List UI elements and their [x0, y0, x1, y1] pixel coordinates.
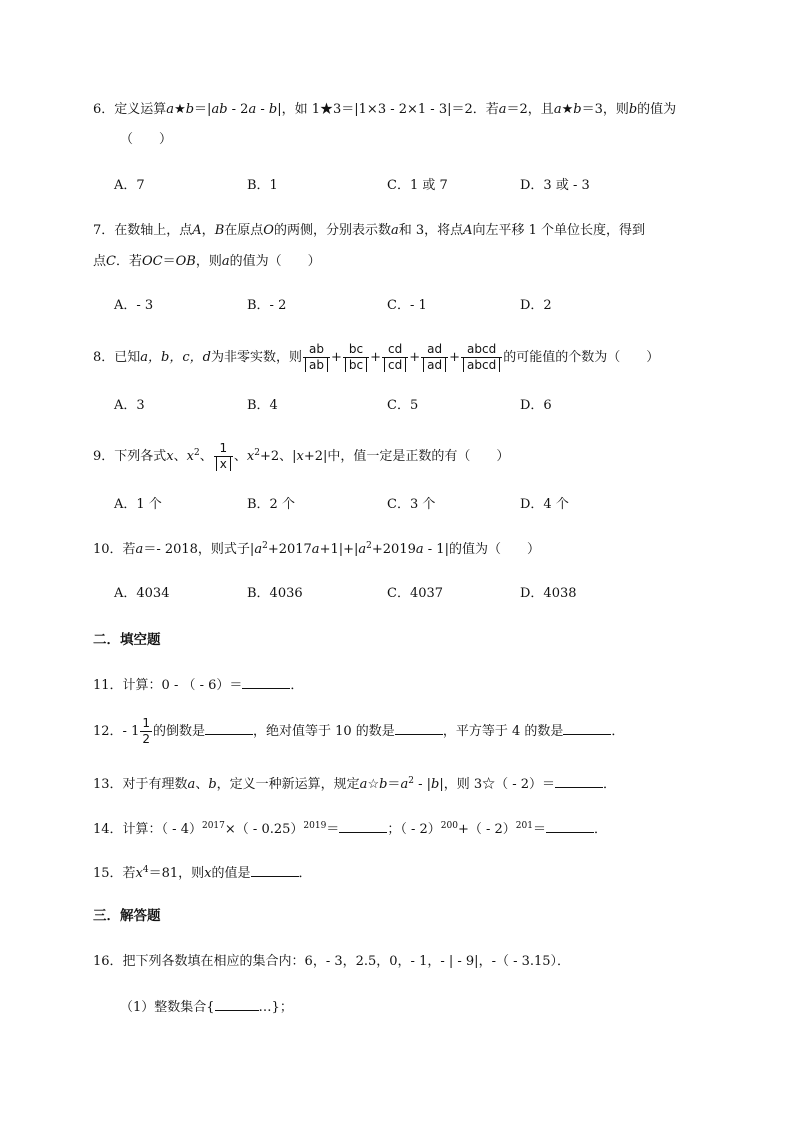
- q13-text: 、: [195, 777, 209, 792]
- q6-text: |，如 1★3＝|1×3 - 2×1 - 3|＝2．若: [277, 102, 499, 117]
- q13-var-b: b: [379, 777, 388, 792]
- q13-text: - |: [413, 777, 431, 792]
- q12-text: 12．- 1: [93, 724, 140, 739]
- q6-var-b: b: [573, 102, 582, 117]
- exponent: 2: [366, 541, 372, 551]
- q7-text: 的两侧，分别表示数: [273, 223, 391, 238]
- q7-segment-ob: OB: [175, 254, 196, 269]
- fraction-denominator: [343, 358, 369, 373]
- answer-blank[interactable]: [205, 720, 253, 735]
- q8-fraction-bc: [343, 342, 369, 373]
- q13-var-a: a: [400, 777, 409, 792]
- abs-value: cd: [384, 358, 406, 372]
- plus-sign: +: [370, 350, 381, 365]
- q7-var-a: a: [221, 254, 230, 269]
- answer-blank[interactable]: [563, 720, 611, 735]
- exponent: 2: [193, 448, 200, 458]
- question-12: [93, 715, 624, 749]
- q10-text: +2017: [267, 542, 312, 557]
- q7-text: 的值为（ ）: [229, 254, 321, 269]
- q16-text: （1）整数集合{: [120, 1000, 215, 1015]
- q6-option-d[interactable]: D．3 或 - 3: [520, 178, 590, 193]
- q9-text: +2|中，值一定是正数的有（ ）: [303, 449, 510, 464]
- q7-option-c[interactable]: C．- 1: [387, 298, 427, 313]
- exponent: 2019: [303, 821, 327, 831]
- q15-text: ＝81，则: [148, 866, 205, 881]
- q7-text: ，: [201, 223, 215, 238]
- q7-text: ＝: [162, 254, 176, 269]
- q12-text: ，绝对值等于 10 的数是: [253, 724, 395, 739]
- q7-text: 7．在数轴上，点: [93, 223, 193, 238]
- question-11: [93, 674, 303, 696]
- q6-option-b[interactable]: B．1: [247, 178, 278, 193]
- q10-option-c[interactable]: C．4037: [387, 586, 444, 601]
- q9-text: 、: [173, 449, 187, 464]
- q8-fraction-cd: [382, 342, 408, 373]
- q7-point-c: C: [106, 254, 116, 269]
- exponent: 2017: [201, 821, 225, 831]
- answer-blank[interactable]: [242, 674, 290, 689]
- q10-text: +1|+|: [319, 542, 359, 557]
- abs-value: abcd: [463, 358, 500, 372]
- q7-segment-oc: OC: [141, 254, 163, 269]
- q7-text: 在原点: [224, 223, 264, 238]
- q7-text: ．若: [115, 254, 142, 269]
- q10-var-a: a: [254, 542, 263, 557]
- q6-answer-paren: （ ）: [120, 132, 173, 147]
- q8-text: 为非零实数，则: [210, 350, 302, 365]
- q7-option-d[interactable]: D．2: [520, 298, 552, 313]
- q6-option-c[interactable]: C．1 或 7: [387, 178, 448, 193]
- q11-text: ．: [290, 678, 304, 693]
- question-14: [93, 818, 607, 840]
- exponent: 201: [515, 821, 533, 831]
- q10-text: +2019: [371, 542, 416, 557]
- q14-text: ＝: [326, 822, 340, 837]
- q9-var-x: x: [296, 449, 304, 464]
- q7-point-a: A: [463, 223, 473, 238]
- q13-var-b: b: [208, 777, 217, 792]
- q9-option-c[interactable]: C．3 个: [387, 497, 436, 512]
- q16-sub-1: [120, 996, 293, 1018]
- exponent: 2: [408, 776, 414, 786]
- q13-var-b: b: [430, 777, 440, 792]
- q7-text: 向左平移 1 个单位长度，得到: [472, 223, 646, 238]
- q13-text: ＝: [387, 777, 401, 792]
- fraction-denominator: [214, 457, 233, 472]
- q12-text: ，平方等于 4 的数是: [442, 724, 564, 739]
- fraction-numerator: ab: [303, 342, 330, 358]
- q10-option-d[interactable]: D．4038: [520, 586, 577, 601]
- q7-option-b[interactable]: B．- 2: [247, 298, 287, 313]
- q10-text: 10．若: [93, 542, 136, 557]
- q15-var-x: x: [135, 866, 143, 881]
- abs-value: x: [216, 457, 231, 471]
- question-7-line-1: [93, 221, 645, 241]
- q10-var-a: a: [358, 542, 367, 557]
- q13-text: |，则 3☆（ - 2）＝: [439, 777, 556, 792]
- q6-number: 6．: [93, 102, 115, 117]
- q16-text: …}；: [258, 1000, 293, 1015]
- fraction-denominator: [303, 358, 330, 373]
- question-10: [93, 540, 540, 560]
- question-13: [93, 773, 616, 795]
- q14-text: ＝: [532, 822, 546, 837]
- q6-option-a[interactable]: A．7: [114, 178, 145, 193]
- q8-fraction-abcd: [461, 342, 502, 373]
- q6-var-a: a: [553, 102, 562, 117]
- q6-var-ab: ab: [211, 102, 228, 117]
- plus-sign: +: [449, 350, 461, 365]
- q9-var-x: x: [246, 449, 255, 464]
- q9-var-x: x: [166, 449, 174, 464]
- fraction-denominator: [382, 358, 408, 373]
- fraction-numerator: 1: [214, 441, 233, 457]
- q13-var-a: a: [359, 777, 368, 792]
- q9-text: 、: [199, 449, 213, 464]
- q15-text: ．: [298, 866, 312, 881]
- q6-star: ★: [561, 102, 574, 117]
- q10-var-a: a: [415, 542, 424, 557]
- q8-fraction-ab: [303, 342, 330, 373]
- question-15: [93, 862, 312, 884]
- q8-option-d[interactable]: D．6: [520, 398, 552, 413]
- q10-var-a: a: [311, 542, 320, 557]
- q8-text: 的可能值的个数为（ ）: [503, 350, 660, 365]
- question-7-line-2: [93, 252, 321, 272]
- q9-var-x: x: [186, 449, 194, 464]
- question-6: [93, 100, 676, 120]
- q7-option-a[interactable]: A．- 3: [114, 298, 154, 313]
- q15-text: 的值是: [211, 866, 251, 881]
- q10-text: ＝- 2018，则式子|: [143, 542, 255, 557]
- q14-text: ；（ - 2）: [387, 822, 441, 837]
- fraction-numerator: abcd: [461, 342, 502, 358]
- question-16: 16．把下列各数填在相应的集合内：6，- 3，2.5，0，- 1，- | - 9|，-（ - 3.15）．: [93, 954, 571, 969]
- q13-text: ，定义一种新运算，规定: [216, 777, 360, 792]
- q9-text: +2、|: [259, 449, 297, 464]
- exponent: 200: [440, 821, 458, 831]
- q7-text: ，则: [195, 254, 222, 269]
- q7-text: 点: [93, 254, 107, 269]
- q6-var-b: b: [185, 102, 195, 117]
- q13-var-a: a: [187, 777, 196, 792]
- q9-fraction: [214, 441, 233, 472]
- abs-value: ab: [305, 358, 328, 372]
- q12-text: 的倒数是: [152, 724, 205, 739]
- q14-text: ．: [593, 822, 607, 837]
- question-9: [93, 440, 509, 474]
- q15-var-x: x: [204, 866, 212, 881]
- plus-sign: +: [409, 350, 421, 365]
- abs-value: ad: [423, 358, 446, 372]
- answer-blank[interactable]: [395, 720, 443, 735]
- q8-fraction-ad: [421, 342, 448, 373]
- fraction-numerator: ad: [421, 342, 448, 358]
- fraction-numerator: bc: [343, 342, 369, 358]
- q14-text: +（ - 2）: [457, 822, 516, 837]
- q11-text: 11．计算：0 - （ - 6）＝: [93, 678, 243, 693]
- exponent: 4: [142, 865, 149, 875]
- answer-blank[interactable]: [215, 996, 259, 1011]
- q6-var-a: a: [248, 102, 257, 117]
- exponent: 2: [262, 541, 268, 551]
- plus-sign: +: [330, 350, 342, 365]
- answer-blank[interactable]: [251, 862, 299, 877]
- fraction-numerator: 1: [142, 716, 150, 730]
- section-heading-fill-in: 二．填空题: [93, 632, 161, 648]
- question-8: [93, 341, 659, 375]
- q12-fraction-half: [140, 716, 152, 747]
- q6-var-a: a: [166, 102, 175, 117]
- q10-option-b[interactable]: B．4036: [247, 586, 303, 601]
- q6-text: - 2: [227, 102, 249, 117]
- q9-option-b[interactable]: B．2 个: [247, 497, 295, 512]
- q13-text: 13．对于有理数: [93, 777, 188, 792]
- answer-blank[interactable]: [546, 818, 594, 833]
- q7-text: 和 3，将点: [398, 223, 464, 238]
- fraction-numerator: cd: [382, 342, 408, 358]
- q15-text: 15．若: [93, 866, 136, 881]
- q6-text: 定义运算: [114, 102, 167, 117]
- q7-var-a: a: [390, 223, 399, 238]
- q7-point-b: B: [214, 223, 225, 238]
- q8-text: 8．已知: [93, 350, 141, 365]
- q6-text: ＝3，则: [581, 102, 629, 117]
- q10-var-a: a: [135, 542, 144, 557]
- q6-text: ＝2，且: [506, 102, 554, 117]
- exponent: 2: [254, 448, 260, 458]
- q10-option-a[interactable]: A．4034: [114, 586, 170, 601]
- fraction-denominator: [461, 358, 502, 373]
- q6-star: ★: [174, 102, 186, 117]
- fraction-denominator: [421, 358, 448, 373]
- q9-option-a[interactable]: A．1 个: [114, 497, 162, 512]
- q14-text: ×（ - 0.25）: [224, 822, 304, 837]
- q6-var-b: b: [268, 102, 278, 117]
- answer-blank[interactable]: [339, 818, 387, 833]
- q7-point-a: A: [192, 223, 202, 238]
- q6-text: 的值为: [637, 102, 677, 117]
- q8-option-c[interactable]: C．5: [387, 398, 419, 413]
- q8-option-b[interactable]: B．4: [247, 398, 278, 413]
- q12-text: ．: [611, 724, 625, 739]
- q6-text: -: [256, 102, 269, 117]
- q8-vars: a，b，c，d: [140, 350, 211, 365]
- section-heading-solutions: 三．解答题: [93, 908, 161, 924]
- q13-text: ．: [603, 777, 617, 792]
- q6-var-a: a: [498, 102, 507, 117]
- q6-text: ＝|: [194, 102, 212, 117]
- q14-text: 14．计算：（ - 4）: [93, 822, 202, 837]
- abs-value: bc: [345, 358, 367, 372]
- q10-text: - 1|的值为（ ）: [423, 542, 540, 557]
- q9-text: 9．下列各式: [93, 449, 167, 464]
- answer-blank[interactable]: [555, 773, 603, 788]
- q9-text: 、: [233, 449, 247, 464]
- q9-option-d[interactable]: D．4 个: [520, 497, 569, 512]
- fraction-denominator: 2: [142, 732, 150, 746]
- q7-point-o: O: [263, 223, 274, 238]
- q13-operator: ☆: [367, 777, 380, 792]
- q6-var-b: b: [628, 102, 638, 117]
- q8-option-a[interactable]: A．3: [114, 398, 145, 413]
